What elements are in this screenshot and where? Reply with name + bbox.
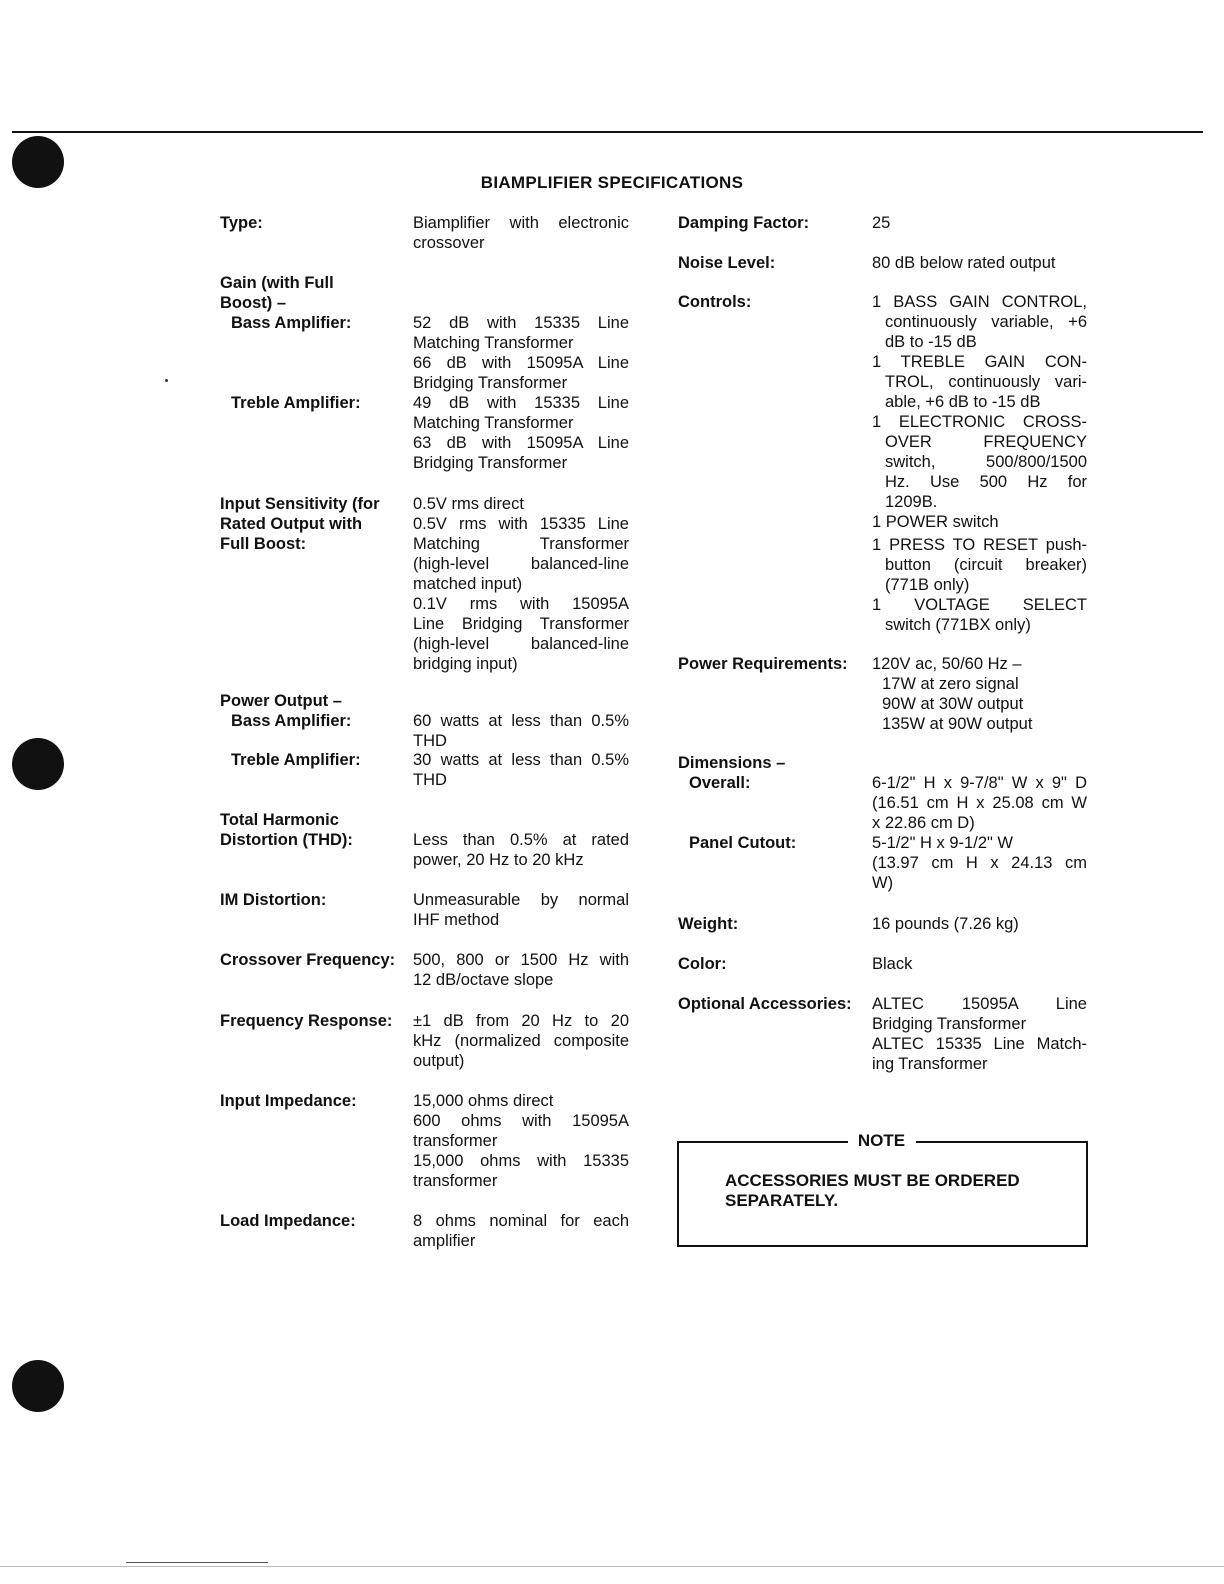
noise-level-label: Noise Level: [678,254,776,272]
gain-bass-label: Bass Amplifier: [231,314,352,332]
bottom-short-rule [126,1562,268,1563]
gain-treble-value: 49 dB with 15335 Line Matching Transformer 63 dB with 15095A Line Bridging Transformer [413,394,629,472]
power-output-label: Power Output – [220,692,342,710]
panel-cutout-value: 5-1/2" H x 9-1/2" W (13.97 cm H x 24.13 cm W) [872,834,1087,892]
binder-hole-bottom [12,1360,64,1412]
input-impedance-label: Input Impedance: [220,1092,357,1110]
color-label: Color: [678,955,727,973]
note-text: ACCESSORIES MUST BE ORDERED SEPARATELY. [725,1171,1020,1210]
dimensions-overall-label: Overall: [689,774,751,792]
power-output-bass-value: 60 watts at less than 0.5% THD [413,712,629,750]
thd-label: Total Harmonic Distortion (THD): [220,811,353,849]
dimensions-label: Dimensions – [678,754,786,772]
type-label: Type: [220,214,263,232]
damping-factor-label: Damping Factor: [678,214,810,232]
frequency-response-label: Frequency Response: [220,1012,393,1030]
panel-cutout-label: Panel Cutout: [689,834,797,852]
gain-bass-value: 52 dB with 15335 Line Matching Transformer 66 dB with 15095A Line Bridging Transformer [413,314,629,392]
power-output-treble-label: Treble Amplifier: [231,751,361,769]
note-title: NOTE [677,1131,1086,1151]
type-value: Biamplifier with electronic crossover [413,214,629,252]
input-sensitivity-label: Input Sensitivity (for Rated Output with Full Boost: [220,495,380,553]
speck [165,379,168,382]
gain-treble-label: Treble Amplifier: [231,394,361,412]
top-rule [12,131,1203,133]
crossover-frequency-value: 500, 800 or 1500 Hz with 12 dB/octave slope [413,951,629,989]
power-requirements-value: 120V ac, 50/60 Hz – 17W at zero signal 90W at 30W output 135W at 90W output [872,655,1033,733]
controls-value: 1 BASS GAIN CONTROL, continuously variable, +6 dB to -15 dB 1 TREBLE GAIN CON- TROL, continuously vari- able, +6 dB to -15 dB 1 ELECTRONIC CROSS- OVER FREQUENCY switch, 500/800/1500 Hz. Use 500 Hz for 1209B. 1 POWER switch 1 PRESS TO RESET push- button (circuit breaker) (771B only) 1 VOLTAGE SELECT switch (771BX only) [872,293,1087,634]
crossover-frequency-label: Crossover Frequency: [220,951,396,969]
damping-factor-value: 25 [872,214,891,232]
load-impedance-value: 8 ohms nominal for each amplifier [413,1212,629,1250]
binder-hole-middle [12,738,64,790]
weight-label: Weight: [678,915,739,933]
power-requirements-label: Power Requirements: [678,655,848,673]
input-impedance-value: 15,000 ohms direct 600 ohms with 15095A transformer 15,000 ohms with 15335 transformer [413,1092,629,1190]
gain-label: Gain (with Full Boost) – [220,274,334,312]
load-impedance-label: Load Impedance: [220,1212,356,1230]
im-distortion-value: Unmeasurable by normal IHF method [413,891,629,929]
color-value: Black [872,955,913,973]
power-output-treble-value: 30 watts at less than 0.5% THD [413,751,629,789]
weight-value: 16 pounds (7.26 kg) [872,915,1019,933]
optional-accessories-label: Optional Accessories: [678,995,852,1013]
noise-level-value: 80 dB below rated output [872,254,1056,272]
controls-label: Controls: [678,293,752,311]
thd-value: Less than 0.5% at rated power, 20 Hz to 20 kHz [413,831,629,869]
optional-accessories-value: ALTEC 15095A Line Bridging Transformer ALTEC 15335 Line Match- ing Transformer [872,995,1087,1073]
dimensions-overall-value: 6-1/2" H x 9-7/8" W x 9" D (16.51 cm H x 25.08 cm W x 22.86 cm D) [872,774,1087,832]
input-sensitivity-value: 0.5V rms direct 0.5V rms with 15335 Line Matching Transformer (high-level balanced-line matched input) 0.1V rms with 15095A Line Bridging Transformer (high-level balanced-line bridging input) [413,495,629,673]
bottom-rule [0,1566,1224,1567]
page-title: BIAMPLIFIER SPECIFICATIONS [480,173,744,192]
im-distortion-label: IM Distortion: [220,891,327,909]
power-output-bass-label: Bass Amplifier: [231,712,352,730]
frequency-response-value: ±1 dB from 20 Hz to 20 kHz (normalized composite output) [413,1012,629,1070]
